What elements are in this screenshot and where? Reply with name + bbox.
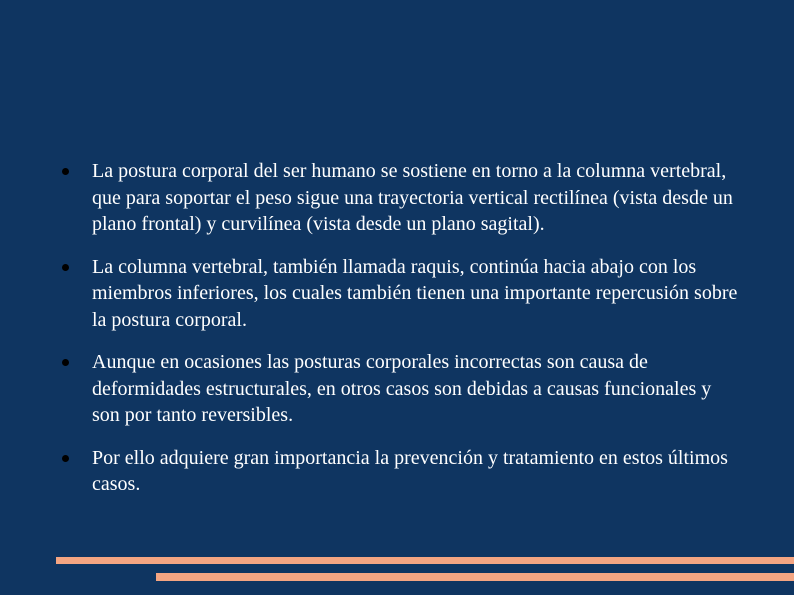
bullet-item — [62, 158, 742, 238]
bullet-text: La postura corporal del ser humano se sostiene en torno a la columna vertebral, que para soportar el peso sigue una trayectoria vertical rectilínea (vista desde un plano frontal) y curvilínea (vista desde un plano sagital). — [92, 160, 733, 235]
bullet-dot-icon — [62, 264, 69, 271]
bullet-dot-icon — [62, 168, 69, 175]
bullet-item — [62, 254, 742, 334]
bullet-item — [62, 349, 742, 429]
bullet-text: Aunque en ocasiones las posturas corporales incorrectas son causa de deformidades estructurales, en otros casos son debidas a causas funcionales y son por tanto reversibles. — [92, 351, 712, 426]
bullet-dot-icon — [62, 455, 69, 462]
bullet-text: Por ello adquiere gran importancia la prevención y tratamiento en estos últimos casos. — [92, 446, 728, 495]
bullet-list — [62, 158, 742, 514]
bullet-item — [62, 445, 742, 498]
bullet-text: La columna vertebral, también llamada raquis, continúa hacia abajo con los miembros inferiores, los cuales también tienen una importante repercusión sobre la postura corporal. — [92, 255, 738, 331]
decorative-bar-upper — [56, 557, 794, 564]
bullet-dot-icon — [62, 359, 69, 366]
decorative-bar-lower — [156, 573, 794, 581]
